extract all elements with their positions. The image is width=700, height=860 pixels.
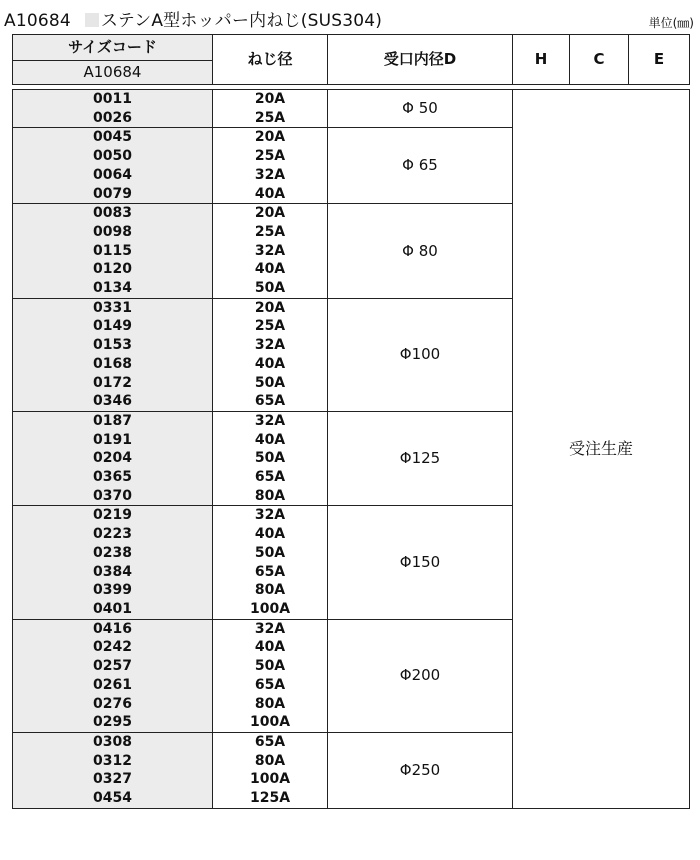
inner-dia-cell: Φ200 (328, 619, 513, 732)
size-code: 0219 (93, 507, 132, 524)
thread-size: 25A (254, 318, 286, 335)
size-code: 0370 (93, 487, 132, 504)
thread-size: 32A (254, 166, 286, 183)
thread-size: 20A (254, 129, 286, 146)
header-thread: ねじ径 (213, 35, 328, 85)
size-code: 0050 (93, 148, 132, 165)
inner-dia-cell: Φ125 (328, 411, 513, 506)
thread-size: 40A (254, 639, 286, 656)
size-code: 0327 (93, 771, 132, 788)
size-code: 0083 (93, 205, 132, 222)
size-code: 0261 (93, 676, 132, 693)
size-code: 0276 (93, 695, 132, 712)
thread-size: 25A (254, 148, 286, 165)
spec-table (12, 34, 690, 809)
inner-dia-cell: Φ150 (328, 506, 513, 619)
thread-size: 65A (254, 393, 286, 410)
size-code: 0223 (93, 526, 132, 543)
thread-size: 65A (254, 563, 286, 580)
thread-size: 65A (254, 469, 286, 486)
thread-size: 80A (254, 752, 286, 769)
size-code-cell (13, 90, 213, 128)
thread-size: 125A (249, 790, 291, 807)
size-code: 0115 (93, 242, 132, 259)
table-body (13, 85, 690, 809)
thread-size: 40A (254, 526, 286, 543)
size-code: 0384 (93, 563, 132, 580)
size-code: 0295 (93, 714, 132, 731)
thread-cell (213, 128, 328, 204)
inner-dia-cell: Φ 65 (328, 128, 513, 204)
thread-cell (213, 619, 328, 732)
size-code-cell (13, 619, 213, 732)
size-code: 0204 (93, 450, 132, 467)
size-code: 0399 (93, 582, 132, 599)
size-code: 0064 (93, 166, 132, 183)
thread-size: 50A (254, 450, 286, 467)
thread-size: 80A (254, 487, 286, 504)
thread-size: 20A (254, 299, 286, 316)
thread-size: 100A (249, 714, 291, 731)
size-code: 0416 (93, 620, 132, 637)
size-code: 0346 (93, 393, 132, 410)
thread-size: 50A (254, 658, 286, 675)
thread-size: 40A (254, 431, 286, 448)
inner-dia-cell: Φ100 (328, 298, 513, 411)
inner-dia-cell: Φ 80 (328, 204, 513, 299)
size-code-cell (13, 128, 213, 204)
thread-size: 32A (254, 412, 286, 429)
size-code: 0187 (93, 412, 132, 429)
thread-size: 65A (254, 676, 286, 693)
size-code: 0242 (93, 639, 132, 656)
thread-cell (213, 506, 328, 619)
size-code: 0454 (93, 790, 132, 807)
size-code: 0172 (93, 374, 132, 391)
thread-cell (213, 411, 328, 506)
thread-cell (213, 204, 328, 299)
thread-size: 32A (254, 242, 286, 259)
size-code: 0331 (93, 299, 132, 316)
size-code: 0168 (93, 355, 132, 372)
size-code: 0365 (93, 469, 132, 486)
size-code: 0191 (93, 431, 132, 448)
size-code: 0308 (93, 733, 132, 750)
thread-size: 65A (254, 733, 286, 750)
thread-size: 100A (249, 771, 291, 788)
size-code: 0401 (93, 600, 132, 617)
size-code: 0045 (93, 129, 132, 146)
thread-size: 32A (254, 507, 286, 524)
unit-label: 単位(㎜) (648, 16, 694, 30)
product-name: ステンA型ホッパー内ねじ(SUS304) (100, 11, 383, 31)
thread-size: 40A (254, 261, 286, 278)
thread-size: 50A (254, 544, 286, 561)
title-row (4, 4, 696, 32)
thread-size: 40A (254, 355, 286, 372)
size-code: 0098 (93, 223, 132, 240)
thread-size: 20A (254, 205, 286, 222)
thread-cell (213, 90, 328, 128)
size-code-cell (13, 506, 213, 619)
header-c: C (570, 35, 629, 85)
thread-size: 25A (254, 109, 286, 126)
size-code: 0120 (93, 261, 132, 278)
thread-cell (213, 298, 328, 411)
square-icon (85, 13, 99, 27)
thread-size: 50A (254, 280, 286, 297)
thread-size: 20A (254, 91, 286, 107)
thread-size: 32A (254, 337, 286, 354)
product-code: A10684 (4, 11, 71, 31)
thread-size: 50A (254, 374, 286, 391)
size-code: 0011 (93, 91, 132, 107)
thread-size: 80A (254, 695, 286, 712)
header-size-code-sub: A10684 (13, 61, 213, 85)
thread-size: 25A (254, 223, 286, 240)
header-size-code: サイズコード (13, 35, 213, 61)
page-title (4, 6, 382, 31)
size-code-cell (13, 732, 213, 808)
size-code: 0149 (93, 318, 132, 335)
header-e: E (629, 35, 690, 85)
thread-cell (213, 732, 328, 808)
thread-size: 40A (254, 185, 286, 202)
size-code-cell (13, 204, 213, 299)
thread-size: 80A (254, 582, 286, 599)
made-to-order-cell: 受注生産 (513, 90, 690, 809)
size-code-cell (13, 298, 213, 411)
header-h: H (513, 35, 570, 85)
size-code-cell (13, 411, 213, 506)
thread-size: 100A (249, 600, 291, 617)
size-code: 0153 (93, 337, 132, 354)
inner-dia-cell: Φ 50 (328, 90, 513, 128)
header-row (13, 35, 690, 61)
table-row (13, 90, 690, 128)
size-code: 0026 (93, 109, 132, 126)
thread-size: 32A (254, 620, 286, 637)
size-code: 0238 (93, 544, 132, 561)
header-inner-dia: 受口内径D (328, 35, 513, 85)
inner-dia-cell: Φ250 (328, 732, 513, 808)
size-code: 0312 (93, 752, 132, 769)
size-code: 0134 (93, 280, 132, 297)
size-code: 0079 (93, 185, 132, 202)
size-code: 0257 (93, 658, 132, 675)
